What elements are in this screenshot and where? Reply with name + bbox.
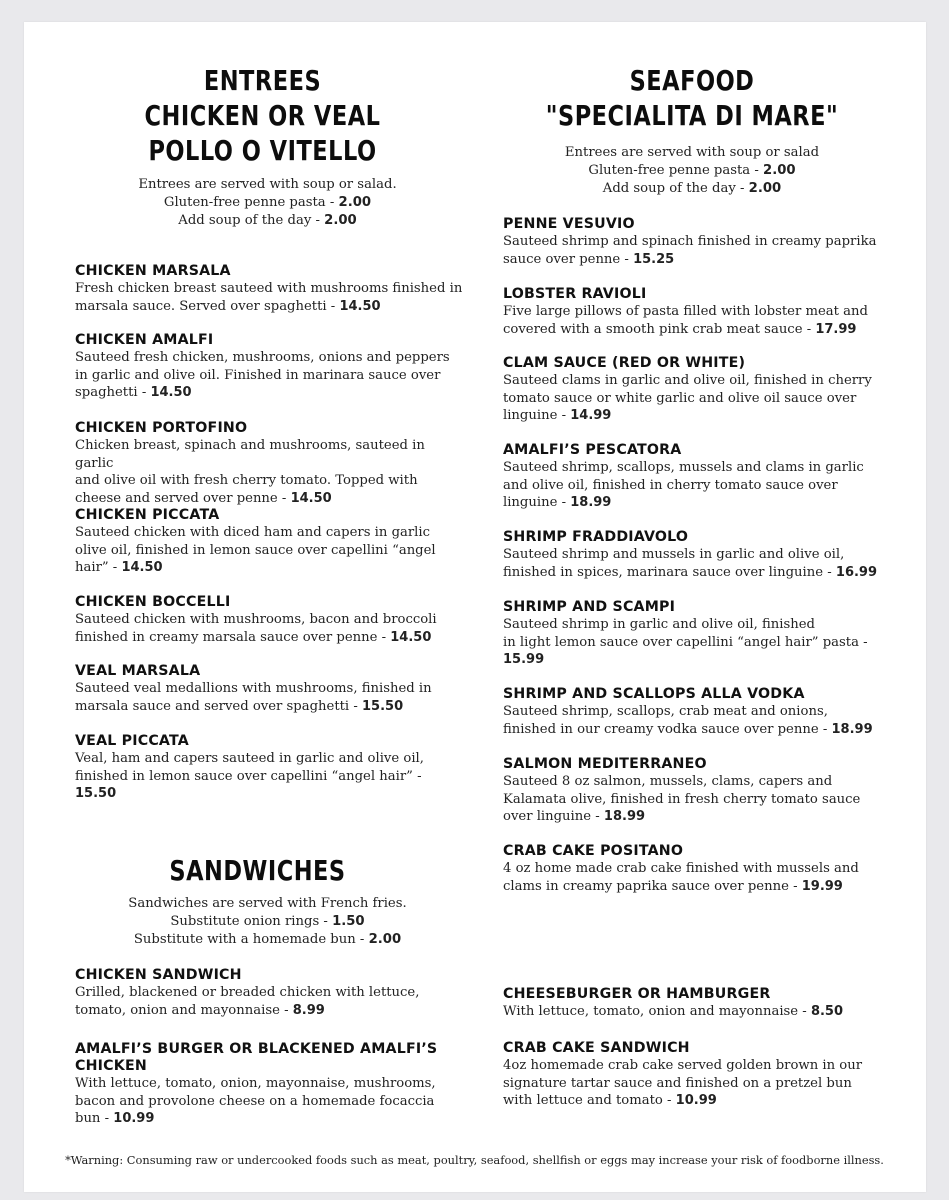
item-description: Sauteed chicken with mushrooms, bacon and broccoli finished in creamy marsala sauce over penne - 14.50 [75,612,437,645]
menu-item [75,663,467,715]
item-description: Veal, ham and capers sauteed in garlic and olive oil, finished in lemon sauce over capellini “angel hair” - 15.50 [75,751,424,802]
item-description: Sauteed fresh chicken, mushrooms, onions and peppers in garlic and olive oil. Finished in marinara sauce over spaghetti - 14.50 [75,350,450,401]
note-line: Add soup of the day - 2.00 [602,181,782,196]
item-name: CHICKEN SANDWICH [75,967,242,983]
item-description: With lettuce, tomato, onion and mayonnaise - 8.50 [503,1004,844,1019]
menu-item [75,420,467,507]
menu-item [503,843,881,895]
heading-line: "SPECIALITA DI MARE" [545,99,839,132]
item-name: CHICKEN MARSALA [75,263,231,279]
menu-item [503,355,881,425]
item-description: Fresh chicken breast sauteed with mushrooms finished in marsala sauce. Served over spaghetti - 14.50 [75,281,463,314]
entrees-heading [75,63,450,168]
item-name: CHICKEN AMALFI [75,332,214,348]
menu-item [75,733,467,803]
item-price: 10.99 [675,1093,717,1109]
item-name: VEAL MARSALA [75,663,201,679]
menu-item [503,442,881,512]
note-line: Entrees are served with soup or salad. [138,177,397,192]
item-description: Sauteed shrimp in garlic and olive oil, finished in light lemon sauce over capellini “angel hair” pasta - 15.99 [503,617,868,668]
item-price: 10.99 [113,1111,155,1127]
menu-item [75,1041,467,1128]
item-price: 14.50 [150,385,192,401]
item-description: Sauteed veal medallions with mushrooms, finished in marsala sauce and served over spaghetti - 15.50 [75,681,432,714]
item-description: Five large pillows of pasta filled with lobster meat and covered with a smooth pink crab meat sauce - 17.99 [503,304,868,337]
item-description: 4 oz home made crab cake finished with mussels and clams in creamy paprika sauce over penne - 19.99 [503,861,859,894]
menu-item [503,756,881,826]
menu-item [75,507,467,577]
entrees-notes [75,176,460,230]
item-description: Sauteed 8 oz salmon, mussels, clams, capers and Kalamata olive, finished in fresh cherry tomato sauce over linguine - 18.99 [503,774,861,825]
item-description: Sauteed chicken with diced ham and capers in garlic olive oil, finished in lemon sauce over capellini “angel hair” - 14.50 [75,525,436,576]
item-price: 19.99 [801,878,843,894]
foodborne-warning: *Warning: Consuming raw or undercooked foods such as meat, poultry, seafood, shellfish or eggs may increase your risk of foodborne illness. [65,1153,884,1167]
item-name: PENNE VESUVIO [503,216,635,232]
seafood-heading [503,63,881,133]
item-name: SHRIMP AND SCAMPI [503,599,676,615]
item-description: Sauteed shrimp, scallops, crab meat and onions, finished in our creamy vodka sauce over penne - 18.99 [503,704,873,737]
item-price: 18.99 [831,721,873,737]
item-name: CLAM SAUCE (RED OR WHITE) [503,355,746,371]
menu-item [75,263,467,315]
heading-line: ENTREES [203,64,322,97]
note-line: Entrees are served with soup or salad [564,145,820,160]
item-name: CHICKEN BOCCELLI [75,594,231,610]
item-name: AMALFI’S PESCATORA [503,442,682,458]
item-name: CHICKEN PICCATA [75,507,220,523]
item-name: SHRIMP AND SCALLOPS ALLA VODKA [503,686,805,702]
sandwiches-heading [75,853,440,888]
note-line: Substitute with a homemade bun - 2.00 [133,932,402,947]
menu-item [503,529,881,581]
item-name: CHICKEN PORTOFINO [75,420,248,436]
note-line: Gluten-free penne pasta - 2.00 [163,195,372,210]
item-name: SHRIMP FRADDIAVOLO [503,529,689,545]
item-price: 15.99 [503,652,545,668]
item-name: CRAB CAKE SANDWICH [503,1040,690,1056]
item-price: 17.99 [815,321,857,337]
menu-item [503,686,881,738]
item-price: 14.50 [290,490,332,506]
item-price: 15.50 [75,786,117,802]
menu-item [75,332,467,402]
menu-item [503,599,881,669]
item-name: CRAB CAKE POSITANO [503,843,684,859]
menu-item [503,986,881,1021]
heading-line: SANDWICHES [169,854,346,887]
item-name: SALMON MEDITERRANEO [503,756,707,772]
menu-item [75,967,467,1019]
item-price: 8.99 [292,1002,325,1018]
item-price: 18.99 [570,495,612,511]
menu-item [503,216,881,268]
note-line: Substitute onion rings - 1.50 [170,914,365,929]
item-price: 15.25 [633,251,675,267]
item-price: 14.50 [390,629,432,645]
item-name: AMALFI’S BURGER OR BLACKENED AMALFI’S [75,1041,438,1057]
item-description: Grilled, blackened or breaded chicken with lettuce, tomato, onion and mayonnaise - 8.99 [75,985,420,1018]
menu-item [75,594,467,646]
item-name: LOBSTER RAVIOLI [503,286,647,302]
item-price: 14.99 [570,408,612,424]
note-line: Gluten-free penne pasta - 2.00 [588,163,796,178]
heading-line: POLLO O VITELLO [148,134,377,167]
item-price: 16.99 [835,564,878,580]
item-description: Chicken breast, spinach and mushrooms, sauteed in garlic and olive oil with fresh cherry tomato. Topped with cheese and served over penne - 14.50 [75,438,425,506]
item-price: 14.50 [121,560,163,576]
item-name: CHEESEBURGER OR HAMBURGER [503,986,771,1002]
seafood-notes [503,144,881,198]
item-price: 8.50 [810,1004,844,1019]
item-description: Sauteed shrimp, scallops, mussels and clams in garlic and olive oil, finished in cherry tomato sauce over linguine - 18.99 [503,460,864,511]
menu-item [503,286,881,338]
item-description: Sauteed shrimp and mussels in garlic and olive oil, finished in spices, marinara sauce over linguine - 16.99 [503,547,878,580]
item-name: VEAL PICCATA [75,733,189,749]
note-line: Add soup of the day - 2.00 [178,213,357,228]
heading-line: CHICKEN OR VEAL [144,99,381,132]
item-description: Sauteed shrimp and spinach finished in creamy paprika sauce over penne - 15.25 [503,234,877,267]
item-description: With lettuce, tomato, onion, mayonnaise, mushrooms, bacon and provolone cheese on a homemade focaccia bun - 10.99 [75,1076,436,1127]
note-line: Sandwiches are served with French fries. [128,896,407,911]
item-price: 18.99 [603,809,646,825]
sandwiches-notes [75,895,460,949]
item-description: Sauteed clams in garlic and olive oil, finished in cherry tomato sauce or white garlic and olive oil sauce over linguine - 14.99 [503,373,872,424]
item-description: 4oz homemade crab cake served golden brown in our signature tartar sauce and finished on a pretzel bun with lettuce and tomato - 10.99 [503,1058,863,1109]
item-price: 15.50 [362,698,404,714]
heading-line: SEAFOOD [629,64,755,97]
item-price: 14.50 [339,298,381,314]
item-name-continued: CHICKEN [75,1058,147,1074]
menu-item [503,1040,881,1110]
